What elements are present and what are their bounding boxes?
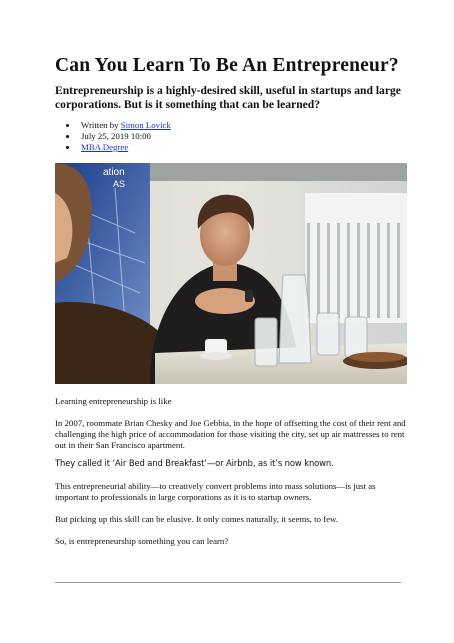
paragraph-4: This entrepreneurial ability—to creatively convert problems into mass solutions—is just as important to professionals in large corporations as it is to startup owners.	[55, 481, 376, 502]
written-by-label: Written by	[81, 120, 121, 130]
paragraph-6: So, is entrepreneurship something you can learn?	[55, 536, 229, 546]
category-link[interactable]: MBA Degree	[81, 142, 129, 152]
banner-text-1: ation	[103, 167, 125, 178]
paragraph-2: In 2007, roommate Brian Chesky and Joe Gebbia, in the hope of offsetting the cost of their rent and challenging the high price of accommodation for those visiting the city, set up air mattresses to rent out in their San Francisco apartment.	[55, 418, 406, 450]
author-link[interactable]: Simon Lovick	[120, 120, 171, 130]
publish-date: July 25, 2019 10:00	[81, 131, 151, 141]
meta-date-item	[55, 131, 171, 142]
meta-author-item	[55, 120, 171, 131]
paragraph-5: But picking up this skill can be elusive. It only comes naturally, it seems, to few.	[55, 514, 338, 524]
article-photo	[55, 163, 407, 384]
article-meta-list	[55, 120, 171, 153]
bullet-icon	[66, 146, 69, 149]
article-lede: Entrepreneurship is a highly-desired skill, useful in startups and large corporations. But is it something that can be learned?	[55, 84, 401, 111]
banner-text-2: AS	[113, 179, 126, 189]
paragraph-3: They called it ‘Air Bed and Breakfast’—or Airbnb, as it’s now known.	[55, 458, 334, 468]
article-title: Can You Learn To Be An Entrepreneur?	[55, 55, 399, 76]
meta-category-item	[55, 142, 171, 153]
bullet-icon	[66, 135, 69, 138]
bullet-icon	[66, 124, 69, 127]
footer-divider	[55, 582, 401, 583]
paragraph-1: Learning entrepreneurship is like	[55, 396, 172, 406]
